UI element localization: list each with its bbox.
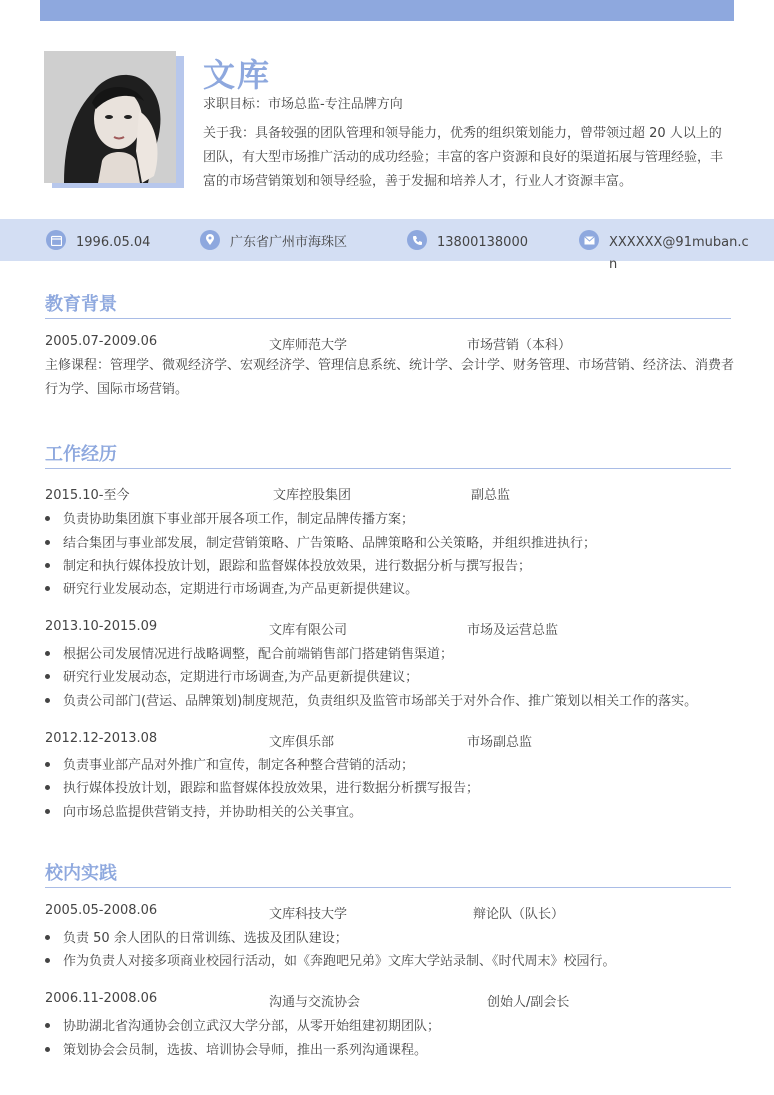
bullet-dot — [45, 935, 50, 940]
job-period: 2013.10-2015.09 — [45, 619, 158, 634]
info-location — [200, 219, 347, 261]
bullet-dot — [45, 809, 50, 814]
education-major: 市场营销（本科） — [467, 338, 572, 353]
campus-role: 辩论队（队长） — [473, 907, 565, 922]
section-title-work: 工作经历 — [45, 444, 117, 465]
contact-info-band — [0, 219, 774, 272]
job-position: 副总监 — [471, 488, 511, 503]
list-item: 协助湖北省沟通协会创立武汉大学分部，从零开始组建初期团队； — [45, 1015, 440, 1034]
job-period: 2012.12-2013.08 — [45, 731, 158, 746]
list-item: 研究行业发展动态，定期进行市场调查,为产品更新提供建议； — [45, 666, 418, 685]
education-period: 2005.07-2009.06 — [45, 334, 158, 349]
campus-period: 2005.05-2008.06 — [45, 903, 158, 918]
top-accent-bar — [40, 0, 734, 21]
info-email — [579, 219, 749, 272]
campus-org: 沟通与交流协会 — [269, 995, 361, 1010]
info-phone — [407, 219, 528, 261]
job-position: 市场副总监 — [467, 735, 533, 750]
bullet-dot — [45, 698, 50, 703]
list-item: 结合集团与事业部发展，制定营销策略、广告策略、品牌策略和公关策略，并组织推进执行； — [45, 532, 596, 551]
bullet-dot — [45, 651, 50, 656]
bullet-dot — [45, 586, 50, 591]
bullet-dot — [45, 674, 50, 679]
list-item: 负责协助集团旗下事业部开展各项工作，制定品牌传播方案； — [45, 508, 414, 527]
bullet-dot — [45, 1047, 50, 1052]
birthdate-text: 1996.05.04 — [76, 235, 151, 250]
location-text: 广东省广州市海珠区 — [230, 235, 348, 250]
job-position: 市场及运营总监 — [467, 623, 559, 638]
list-item: 研究行业发展动态，定期进行市场调查,为产品更新提供建议。 — [45, 578, 418, 597]
job-company: 文库有限公司 — [269, 623, 348, 638]
bullet-dot — [45, 762, 50, 767]
education-school: 文库师范大学 — [269, 338, 348, 353]
section-divider — [45, 468, 731, 469]
campus-period: 2006.11-2008.06 — [45, 991, 158, 1006]
list-item: 策划协会会员制，选拔、培训协会导师，推出一系列沟通课程。 — [45, 1039, 427, 1058]
job-company: 文库控股集团 — [273, 488, 352, 503]
job-company: 文库俱乐部 — [269, 735, 335, 750]
email-icon — [579, 230, 599, 250]
list-item: 作为负责人对接多项商业校园行活动，如《奔跑吧兄弟》文库大学站录制、《时代周末》校园行。 — [45, 950, 616, 969]
about-me: 关于我：具备较强的团队管理和领导能力，优秀的组织策划能力，曾带领过超 20 人以上的团队，有大型市场推广活动的成功经验；丰富的客户资源和良好的渠道拓展与管理经验，丰富的市场营销策划和领导经验，善于发掘和培养人才，行业人才资源丰富。 — [203, 126, 724, 189]
section-title-education: 教育背景 — [45, 294, 117, 315]
profile-photo — [44, 51, 176, 183]
bullet-dot — [45, 516, 50, 521]
list-item: 执行媒体投放计划，跟踪和监督媒体投放效果，进行数据分析撰写报告； — [45, 777, 479, 796]
bullet-dot — [45, 540, 50, 545]
calendar-icon — [46, 230, 66, 250]
list-item: 根据公司发展情况进行战略调整，配合前端销售部门搭建销售渠道； — [45, 643, 453, 662]
phone-icon — [407, 230, 427, 250]
list-item: 负责公司部门(营运、品牌策划)制度规范，负责组织及监管市场部关于对外合作、推广策划以相关工作的落实。 — [45, 690, 697, 709]
section-divider — [45, 887, 731, 888]
phone-text: 13800138000 — [437, 235, 528, 250]
list-item: 向市场总监提供营销支持，并协助相关的公关事宜。 — [45, 801, 362, 820]
list-item: 负责事业部产品对外推广和宣传，制定各种整合营销的活动； — [45, 754, 414, 773]
campus-org: 文库科技大学 — [269, 907, 348, 922]
list-item: 负责 50 余人团队的日常训练、选拔及团队建设； — [45, 927, 348, 946]
section-title-campus: 校内实践 — [45, 863, 117, 884]
job-objective: 求职目标：市场总监-专注品牌方向 — [203, 97, 403, 112]
candidate-name: 文库 — [203, 56, 272, 94]
campus-role: 创始人/副会长 — [487, 995, 570, 1010]
education-courses: 主修课程：管理学、微观经济学、宏观经济学、管理信息系统、统计学、会计学、财务管理、市场营销、经济法、消费者行为学、国际市场营销。 — [45, 358, 735, 397]
location-pin-icon — [200, 230, 220, 250]
email-text: XXXXXX@91muban.c n — [609, 235, 749, 272]
job-period: 2015.10-至今 — [45, 488, 130, 503]
bullet-dot — [45, 563, 50, 568]
section-divider — [45, 318, 731, 319]
bullet-dot — [45, 1023, 50, 1028]
bullet-dot — [45, 958, 50, 963]
list-item: 制定和执行媒体投放计划，跟踪和监督媒体投放效果，进行数据分析与撰写报告； — [45, 555, 531, 574]
info-birthdate — [46, 219, 150, 261]
bullet-dot — [45, 785, 50, 790]
